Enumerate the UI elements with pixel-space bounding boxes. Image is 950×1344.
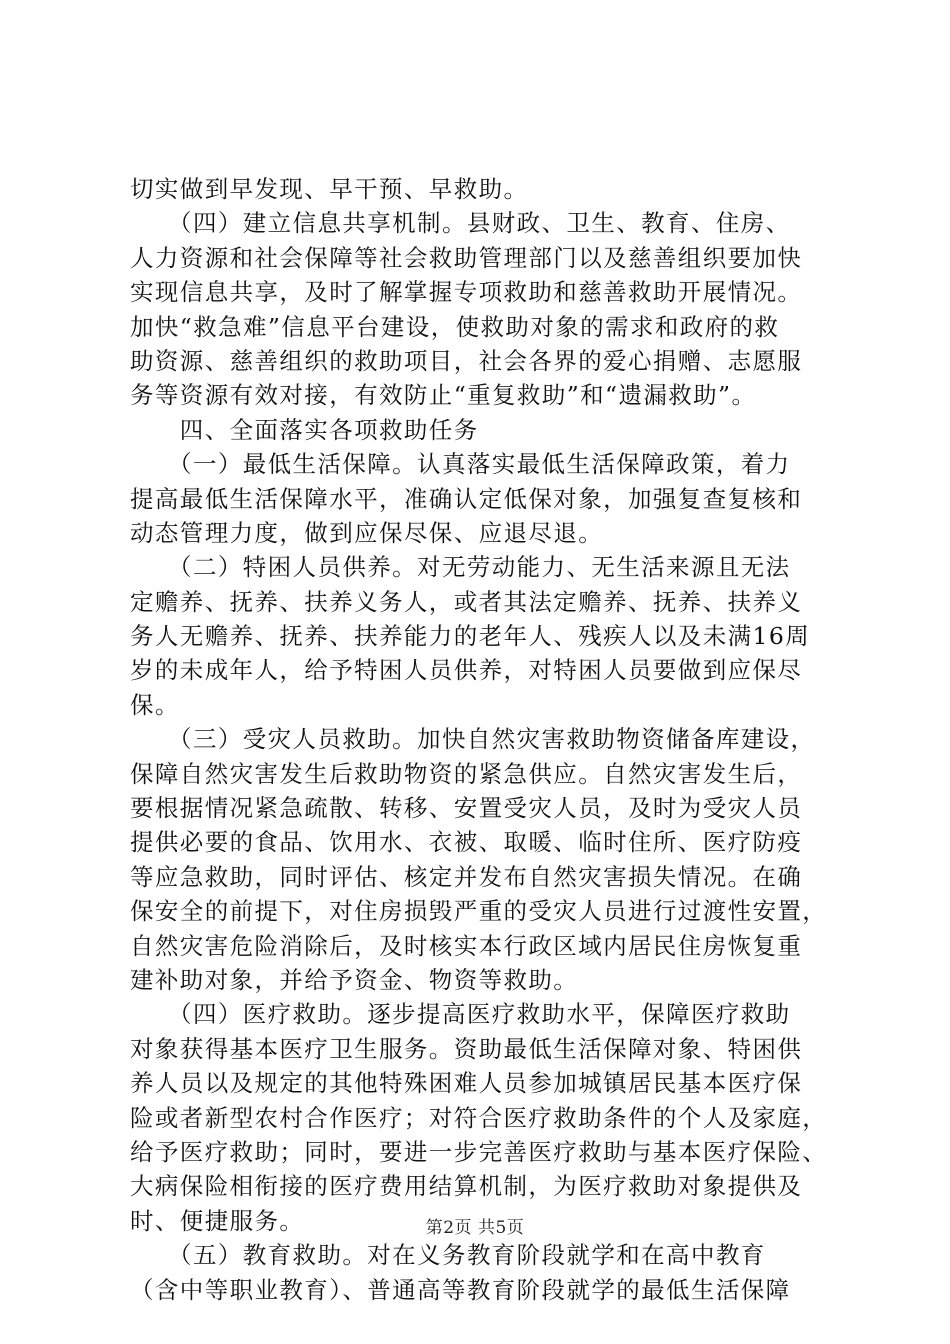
text-line: 大病保险相衔接的医疗费用结算机制，为医疗救助对象提供及: [130, 1172, 803, 1201]
text-line: （三）受灾人员救助。加快自然灾害救助物资储备库建设，: [130, 725, 816, 754]
text-line: 人力资源和社会保障等社会救助管理部门以及慈善组织要加快: [130, 243, 803, 272]
text-line: 自然灾害危险消除后，及时核实本行政区域内居民住房恢复重: [130, 931, 803, 960]
text-line: 保安全的前提下，对住房损毁严重的受灾人员进行过渡性安置，: [130, 897, 828, 926]
text-line: 切实做到早发现、早干预、早救助。: [130, 175, 529, 203]
text-line: 对象获得基本医疗卫生服务。资助最低生活保障对象、特困供: [130, 1034, 803, 1063]
text-line: 务等资源有效对接，有效防止“重复救助”和“遗漏救助”。: [130, 381, 757, 410]
page-footer: 第2页 共5页: [425, 1218, 525, 1238]
text-line: 实现信息共享，及时了解掌握专项救助和慈善救助开展情况。: [130, 278, 803, 307]
text-line: 等应急救助，同时评估、核定并发布自然灾害损失情况。在确: [130, 862, 803, 891]
text-line: 助资源、慈善组织的救助项目，社会各界的爱心捐赠、志愿服: [130, 346, 803, 375]
text-line: 提高最低生活保障水平，准确认定低保对象，加强复查复核和: [130, 484, 803, 513]
text-line: 加快“救急难”信息平台建设，使救助对象的需求和政府的救: [130, 312, 780, 341]
text-line: （一）最低生活保障。认真落实最低生活保障政策，着力: [130, 450, 791, 479]
text-line: 养人员以及规定的其他特殊困难人员参加城镇居民基本医疗保: [130, 1069, 803, 1098]
text-line: 四、全面落实各项救助任务: [130, 415, 479, 444]
text-line: 险或者新型农村合作医疗；对符合医疗救助条件的个人及家庭，: [130, 1103, 828, 1132]
text-line: （四）建立信息共享机制。县财政、卫生、教育、住房、: [130, 209, 791, 238]
text-line: （四）医疗救助。逐步提高医疗救助水平，保障医疗救助: [130, 1000, 791, 1029]
text-line: 保障自然灾害发生后救助物资的紧急供应。自然灾害发生后，: [130, 759, 803, 788]
text-line: 动态管理力度，做到应保尽保、应退尽退。: [130, 518, 604, 547]
text-line: 建补助对象，并给予资金、物资等救助。: [130, 965, 579, 994]
text-line: 给予医疗救助；同时，要进一步完善医疗救助与基本医疗保险、: [130, 1137, 828, 1166]
text-line: 岁的未成年人，给予特困人员供养，对特困人员要做到应保尽: [130, 656, 803, 685]
text-line: 保。: [130, 690, 180, 719]
text-line: 要根据情况紧急疏散、转移、安置受灾人员，及时为受灾人员: [130, 794, 803, 823]
text-line: 务人无赡养、抚养、扶养能力的老年人、残疾人以及未满16周: [130, 622, 811, 651]
text-line: 定赡养、抚养、扶养义务人，或者其法定赡养、抚养、扶养义: [130, 587, 803, 616]
text-line: （含中等职业教育）、普通高等教育阶段就学的最低生活保障: [130, 1275, 791, 1304]
text-line: 提供必要的食品、饮用水、衣被、取暖、临时住所、医疗防疫: [130, 828, 803, 857]
document-body: [130, 172, 835, 1307]
text-line: 时、便捷服务。: [130, 1206, 305, 1235]
text-line: （五）教育救助。对在义务教育阶段就学和在高中教育: [130, 1241, 766, 1270]
text-line: （二）特困人员供养。对无劳动能力、无生活来源且无法: [130, 553, 791, 582]
